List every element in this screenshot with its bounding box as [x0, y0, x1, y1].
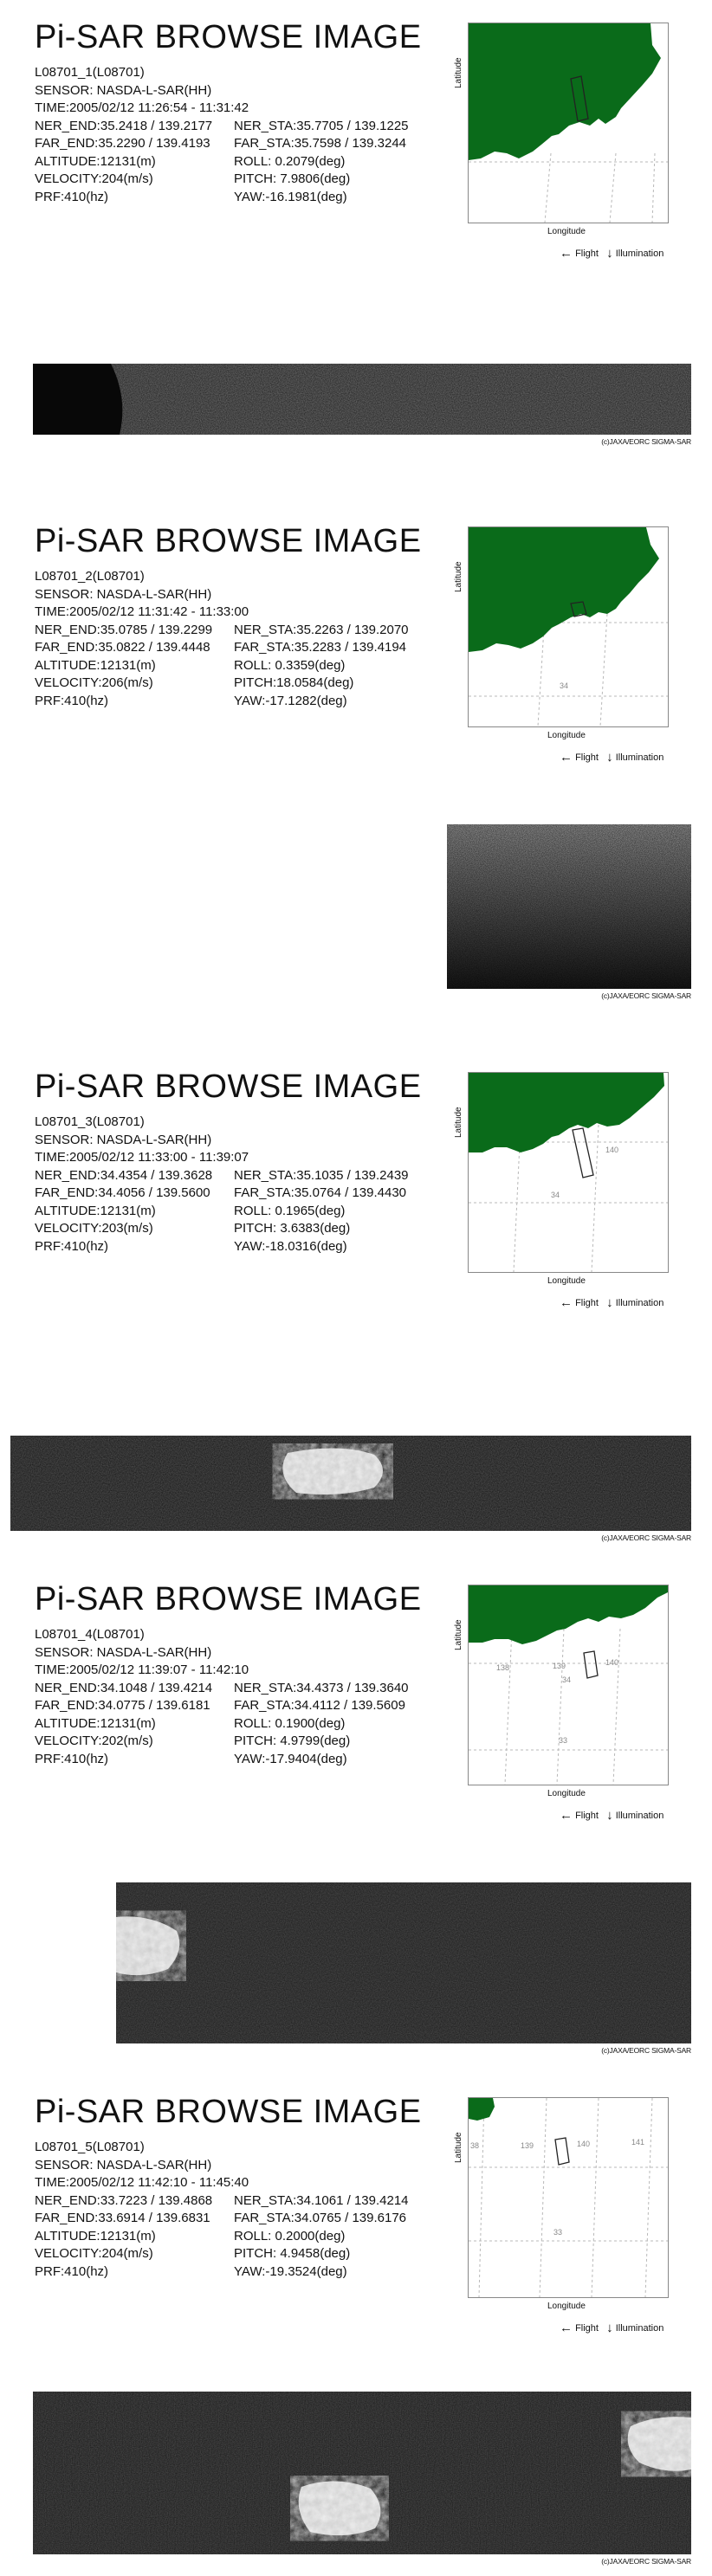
illumination-arrow-icon: ↓ — [606, 2321, 613, 2335]
ner-end: NER_END:34.1048 / 139.4214 — [35, 1680, 213, 1695]
copyright: (c)JAXA/EORC SIGMA-SAR — [601, 437, 691, 446]
altitude: ALTITUDE:12131(m) — [35, 657, 156, 673]
browse-section-1 — [0, 19, 712, 491]
grid-label: 38 — [470, 2141, 480, 2150]
velocity: VELOCITY:202(m/s) — [35, 1733, 153, 1748]
location-map — [468, 23, 669, 223]
coverage-footprint — [584, 1651, 598, 1678]
sensor: SENSOR: NASDA-L-SAR(HH) — [35, 2157, 212, 2172]
pitch: PITCH: 4.9799(deg) — [234, 1733, 351, 1748]
page-title: Pi-SAR BROWSE IMAGE — [35, 2094, 422, 2130]
direction-legend — [560, 2321, 663, 2335]
flight-arrow-icon: ← — [560, 750, 573, 765]
ner-sta: NER_STA:35.7705 / 139.1225 — [234, 118, 409, 133]
scene-id: L08701_3(L08701) — [35, 1114, 145, 1129]
illumination-label: Illumination — [615, 1298, 664, 1308]
direction-legend — [560, 246, 663, 261]
illumination-label: Illumination — [615, 1811, 664, 1821]
sar-image-strip — [116, 1882, 691, 2043]
far-sta: FAR_STA:34.4112 / 139.5609 — [234, 1698, 405, 1713]
location-map — [468, 526, 669, 727]
roll: ROLL: 0.2000(deg) — [234, 2228, 346, 2244]
ner-sta: NER_STA:35.2263 / 139.2070 — [234, 622, 409, 637]
land-mass — [469, 527, 659, 652]
latitude-label: Latitude — [454, 1107, 463, 1138]
altitude: ALTITUDE:12131(m) — [35, 1203, 156, 1218]
velocity: VELOCITY:204(m/s) — [35, 2246, 153, 2261]
latitude-label: Latitude — [454, 561, 463, 592]
yaw: YAW:-19.3524(deg) — [234, 2263, 347, 2279]
time-range: TIME:2005/02/12 11:39:07 - 11:42:10 — [35, 1662, 249, 1677]
sar-image-strip — [447, 824, 691, 989]
grid-label: 34 — [562, 1675, 572, 1684]
sensor: SENSOR: NASDA-L-SAR(HH) — [35, 586, 212, 602]
sar-image-strip — [33, 2392, 691, 2554]
grid-label: 33 — [553, 2228, 563, 2237]
far-end: FAR_END:35.0822 / 139.4448 — [35, 640, 210, 655]
flight-label: Flight — [575, 249, 599, 259]
latitude-label: Latitude — [454, 1619, 463, 1650]
flight-arrow-icon: ← — [560, 1808, 573, 1823]
ner-sta: NER_STA:34.4373 / 139.3640 — [234, 1680, 409, 1695]
flight-label: Flight — [575, 1298, 599, 1308]
sensor: SENSOR: NASDA-L-SAR(HH) — [35, 1644, 212, 1660]
land-mass — [469, 2098, 495, 2121]
metadata-block — [35, 568, 409, 710]
ner-end: NER_END:34.4354 / 139.3628 — [35, 1167, 213, 1183]
copyright: (c)JAXA/EORC SIGMA-SAR — [601, 2046, 691, 2055]
prf: PRF:410(hz) — [35, 1238, 109, 1254]
direction-legend — [560, 1295, 663, 1310]
illumination-arrow-icon: ↓ — [606, 1295, 613, 1310]
far-end: FAR_END:34.0775 / 139.6181 — [35, 1698, 210, 1713]
velocity: VELOCITY:204(m/s) — [35, 171, 153, 186]
ner-end: NER_END:35.0785 / 139.2299 — [35, 622, 213, 637]
illumination-arrow-icon: ↓ — [606, 1808, 613, 1823]
direction-legend — [560, 1808, 663, 1823]
scene-id: L08701_4(L08701) — [35, 1627, 145, 1642]
grid-label: 140 — [605, 1658, 619, 1667]
ner-end: NER_END:33.7223 / 139.4868 — [35, 2192, 213, 2208]
flight-label: Flight — [575, 752, 599, 763]
grid-label: 139 — [553, 1662, 566, 1670]
sar-image-strip — [33, 364, 691, 435]
altitude: ALTITUDE:12131(m) — [35, 153, 156, 169]
far-sta: FAR_STA:35.7598 / 139.3244 — [234, 136, 407, 151]
ner-sta: NER_STA:34.1061 / 139.4214 — [234, 2192, 409, 2208]
time-range: TIME:2005/02/12 11:26:54 - 11:31:42 — [35, 100, 249, 115]
roll: ROLL: 0.2079(deg) — [234, 153, 346, 169]
far-end: FAR_END:34.4056 / 139.5600 — [35, 1185, 210, 1200]
far-end: FAR_END:35.2290 / 139.4193 — [35, 136, 210, 151]
metadata-block — [35, 1626, 409, 1768]
flight-arrow-icon: ← — [560, 1295, 573, 1310]
illumination-arrow-icon: ↓ — [606, 246, 613, 261]
illumination-label: Illumination — [615, 2323, 664, 2334]
ner-end: NER_END:35.2418 / 139.2177 — [35, 118, 213, 133]
browse-section-3 — [0, 1068, 712, 1540]
land-mass — [469, 1585, 668, 1644]
metadata-block — [35, 1114, 409, 1256]
grid-label: 139 — [521, 2141, 534, 2150]
longitude-label: Longitude — [547, 2302, 586, 2311]
time-range: TIME:2005/02/12 11:42:10 - 11:45:40 — [35, 2175, 249, 2190]
latitude-label: Latitude — [454, 57, 463, 88]
illumination-label: Illumination — [615, 249, 664, 259]
scene-id: L08701_2(L08701) — [35, 569, 145, 584]
copyright: (c)JAXA/EORC SIGMA-SAR — [601, 2557, 691, 2566]
scene-id: L08701_5(L08701) — [35, 2140, 145, 2154]
flight-arrow-icon: ← — [560, 2321, 573, 2335]
roll: ROLL: 0.3359(deg) — [234, 657, 346, 673]
browse-section-4 — [0, 1581, 712, 2053]
grid-label: 34 — [560, 681, 569, 690]
prf: PRF:410(hz) — [35, 1751, 109, 1766]
pitch: PITCH: 3.6383(deg) — [234, 1221, 351, 1236]
page-title: Pi-SAR BROWSE IMAGE — [35, 1068, 422, 1105]
illumination-label: Illumination — [615, 752, 664, 763]
altitude: ALTITUDE:12131(m) — [35, 2228, 156, 2244]
location-map — [468, 1072, 669, 1273]
page-title: Pi-SAR BROWSE IMAGE — [35, 19, 422, 55]
grid-label: 34 — [551, 1191, 560, 1199]
time-range: TIME:2005/02/12 11:31:42 - 11:33:00 — [35, 604, 249, 619]
browse-section-2 — [0, 523, 712, 1008]
flight-label: Flight — [575, 2323, 599, 2334]
time-range: TIME:2005/02/12 11:33:00 - 11:39:07 — [35, 1150, 249, 1165]
page-title: Pi-SAR BROWSE IMAGE — [35, 523, 422, 559]
pitch: PITCH: 7.9806(deg) — [234, 171, 351, 186]
copyright: (c)JAXA/EORC SIGMA-SAR — [601, 1533, 691, 1542]
land-mass — [469, 23, 661, 160]
metadata-block — [35, 2139, 409, 2281]
altitude: ALTITUDE:12131(m) — [35, 1715, 156, 1731]
illumination-arrow-icon: ↓ — [606, 750, 613, 765]
sensor: SENSOR: NASDA-L-SAR(HH) — [35, 82, 212, 98]
yaw: YAW:-18.0316(deg) — [234, 1238, 347, 1254]
sar-image-strip — [10, 1436, 691, 1531]
scene-id: L08701_1(L08701) — [35, 65, 145, 80]
grid-label: 138 — [496, 1663, 510, 1672]
flight-arrow-icon: ← — [560, 246, 573, 261]
longitude-label: Longitude — [547, 1276, 586, 1286]
pitch: PITCH:18.0584(deg) — [234, 675, 354, 690]
far-sta: FAR_STA:35.0764 / 139.4430 — [234, 1185, 407, 1200]
grid-label: 141 — [631, 2138, 645, 2147]
velocity: VELOCITY:203(m/s) — [35, 1221, 153, 1236]
page-title: Pi-SAR BROWSE IMAGE — [35, 1581, 422, 1617]
metadata-block — [35, 64, 409, 206]
coverage-footprint — [573, 1128, 593, 1178]
copyright: (c)JAXA/EORC SIGMA-SAR — [601, 991, 691, 1000]
velocity: VELOCITY:206(m/s) — [35, 675, 153, 690]
grid-label: 33 — [559, 1736, 568, 1745]
far-sta: FAR_STA:34.0765 / 139.6176 — [234, 2211, 407, 2225]
grid-label: 140 — [577, 2140, 591, 2148]
coverage-footprint — [555, 2138, 569, 2165]
location-map — [468, 1585, 669, 1785]
land-mass — [469, 1073, 664, 1152]
pitch: PITCH: 4.9458(deg) — [234, 2246, 351, 2261]
latitude-label: Latitude — [454, 2132, 463, 2163]
yaw: YAW:-17.9404(deg) — [234, 1751, 347, 1766]
yaw: YAW:-16.1981(deg) — [234, 189, 347, 204]
prf: PRF:410(hz) — [35, 2263, 109, 2279]
far-sta: FAR_STA:35.2283 / 139.4194 — [234, 640, 407, 655]
flight-label: Flight — [575, 1811, 599, 1821]
browse-section-5 — [0, 2094, 712, 2576]
longitude-label: Longitude — [547, 731, 586, 740]
yaw: YAW:-17.1282(deg) — [234, 693, 347, 708]
grid-label: 140 — [605, 1146, 619, 1154]
roll: ROLL: 0.1900(deg) — [234, 1715, 346, 1731]
roll: ROLL: 0.1965(deg) — [234, 1203, 346, 1218]
far-end: FAR_END:33.6914 / 139.6831 — [35, 2211, 210, 2225]
sensor: SENSOR: NASDA-L-SAR(HH) — [35, 1132, 212, 1147]
location-map — [468, 2097, 669, 2298]
ner-sta: NER_STA:35.1035 / 139.2439 — [234, 1167, 409, 1183]
longitude-label: Longitude — [547, 1789, 586, 1798]
direction-legend — [560, 750, 663, 765]
prf: PRF:410(hz) — [35, 693, 109, 708]
longitude-label: Longitude — [547, 227, 586, 236]
prf: PRF:410(hz) — [35, 189, 109, 204]
